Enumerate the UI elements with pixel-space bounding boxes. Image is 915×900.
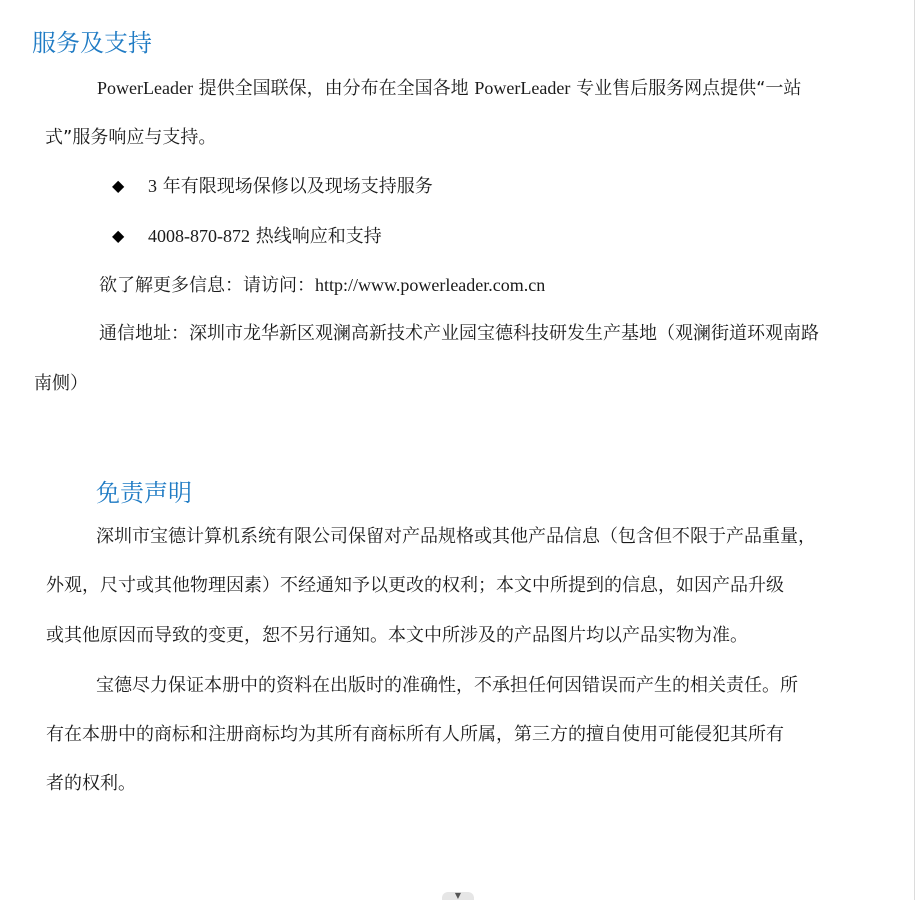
disclaimer-line-3: 或其他原因而导致的变更，恕不另行通知。本文中所涉及的产品图片均以产品实物为准。 (46, 625, 748, 646)
intro-text: 专业售后服务网点提供“一站 (570, 78, 802, 99)
scroll-down-button[interactable] (442, 892, 474, 900)
disclaimer-heading: 免责声明 (96, 479, 192, 507)
service-heading: 服务及支持 (32, 29, 152, 57)
disclaimer-line-2: 外观，尺寸或其他物理因素）不经通知予以更改的权利；本文中所提到的信息，如因产品升级 (46, 575, 784, 596)
brand-name: PowerLeader (474, 78, 571, 98)
bullet-text: 热线响应和支持 (250, 226, 382, 247)
bullet-diamond-icon: ◆ (112, 226, 125, 245)
hotline-number: 4008-870-872 (148, 226, 250, 246)
brand-name: PowerLeader (97, 78, 193, 98)
bullet-text: 年有限现场保修以及现场支持服务 (157, 176, 433, 197)
bullet-diamond-icon: ◆ (112, 176, 125, 195)
bullet-item (148, 224, 382, 249)
chevron-down-icon: ▼ (454, 891, 462, 900)
intro-text: 提供全国联保，由分布在全国各地 (192, 78, 475, 99)
more-info-line (99, 273, 545, 298)
address-line-2: 南侧） (34, 373, 88, 394)
disclaimer-line-4: 宝德尽力保证本册中的资料在出版时的准确性，不承担任何因错误而产生的相关责任。所 (96, 675, 798, 696)
service-intro-line-2: 式”服务响应与支持。 (45, 127, 217, 148)
website-link[interactable]: http://www.powerleader.com.cn (315, 275, 546, 295)
address-line-1: 通信地址：深圳市龙华新区观澜高新技术产业园宝德科技研发生产基地（观澜街道环观南路 (99, 323, 819, 344)
disclaimer-line-5: 有在本册中的商标和注册商标均为其所有商标所有人所属，第三方的擅自使用可能侵犯其所有 (46, 724, 784, 745)
disclaimer-line-6: 者的权利。 (46, 773, 136, 794)
more-info-label: 欲了解更多信息：请访问： (99, 275, 315, 296)
bullet-number: 3 (148, 176, 157, 196)
bullet-item (148, 174, 433, 199)
service-intro-line-1 (97, 76, 801, 101)
disclaimer-line-1: 深圳市宝德计算机系统有限公司保留对产品规格或其他产品信息（包含但不限于产品重量， (96, 526, 816, 547)
